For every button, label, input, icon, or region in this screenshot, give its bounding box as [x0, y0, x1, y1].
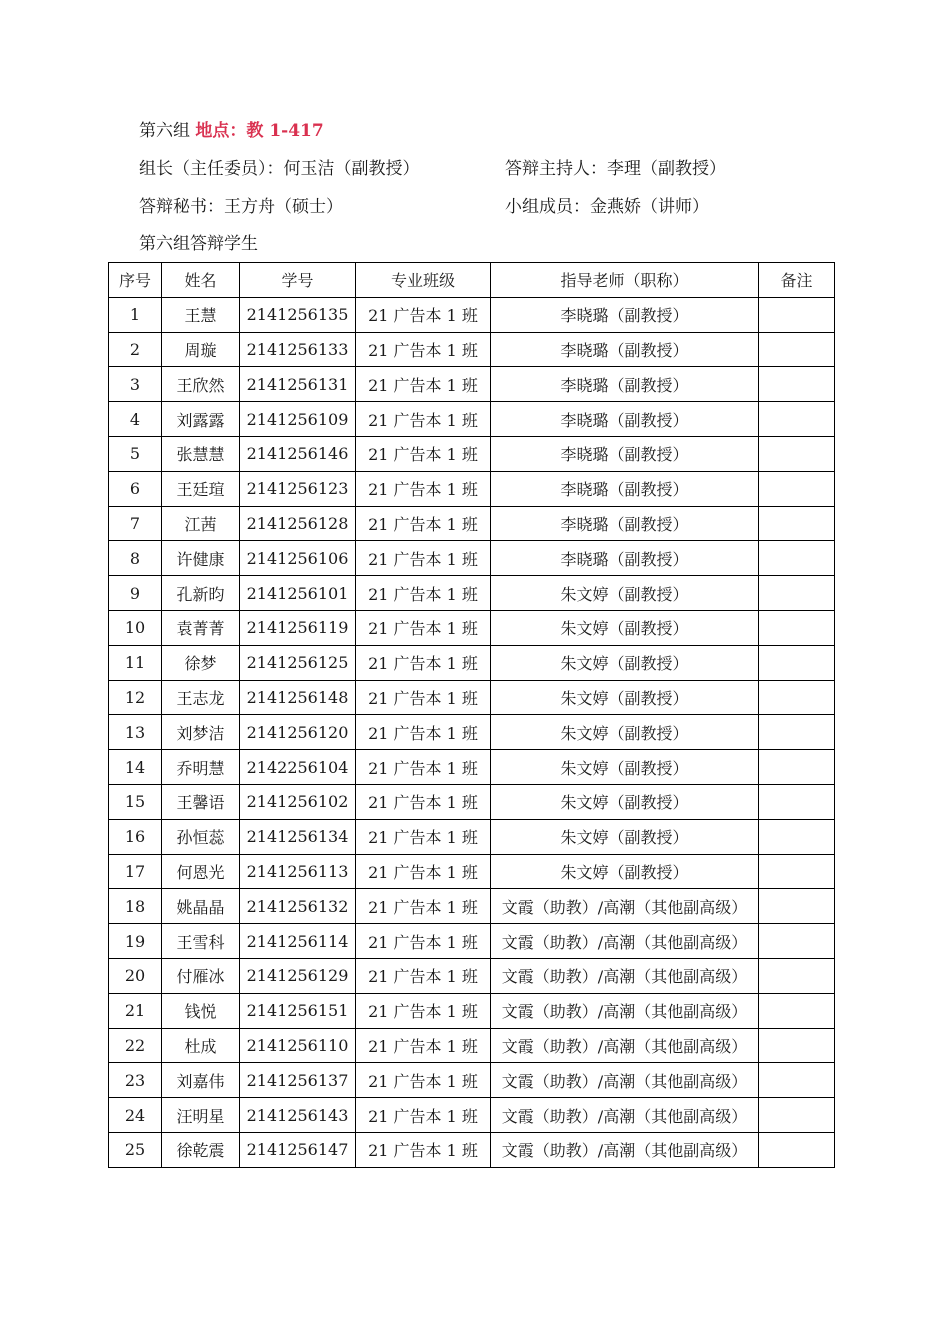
cell-advisor: 文霞（助教）/高潮（其他副高级）	[491, 1063, 759, 1098]
group-leader: 组长（主任委员）：何玉洁（副教授）	[139, 159, 420, 179]
cell-student-id: 2141256102	[240, 784, 356, 819]
cell-student-id: 2141256109	[240, 402, 356, 437]
table-row	[109, 402, 835, 437]
cell-remarks	[759, 506, 835, 541]
cell-advisor: 李晓璐（副教授）	[491, 471, 759, 506]
cell-remarks	[759, 819, 835, 854]
cell-index: 18	[109, 889, 162, 924]
cell-class: 21 广告本 1 班	[356, 297, 491, 332]
cell-class: 21 广告本 1 班	[356, 993, 491, 1028]
cell-name: 袁菁菁	[162, 610, 240, 645]
cell-student-id: 2141256113	[240, 854, 356, 889]
table-row	[109, 506, 835, 541]
cell-advisor: 文霞（助教）/高潮（其他副高级）	[491, 958, 759, 993]
cell-remarks	[759, 541, 835, 576]
cell-advisor: 李晓璐（副教授）	[491, 541, 759, 576]
cell-class: 21 广告本 1 班	[356, 680, 491, 715]
cell-class: 21 广告本 1 班	[356, 332, 491, 367]
table-row	[109, 436, 835, 471]
cell-index: 19	[109, 924, 162, 959]
cell-advisor: 朱文婷（副教授）	[491, 610, 759, 645]
cell-name: 许健康	[162, 541, 240, 576]
cell-name: 姚晶晶	[162, 889, 240, 924]
cell-remarks	[759, 576, 835, 611]
cell-name: 孔新昀	[162, 576, 240, 611]
cell-name: 汪明星	[162, 1098, 240, 1133]
students-title: 第六组答辩学生	[139, 234, 258, 254]
cell-remarks	[759, 471, 835, 506]
header-class: 专业班级	[356, 263, 491, 298]
cell-class: 21 广告本 1 班	[356, 1063, 491, 1098]
header-advisor: 指导老师（职称）	[491, 263, 759, 298]
cell-advisor: 朱文婷（副教授）	[491, 819, 759, 854]
table-row	[109, 367, 835, 402]
cell-student-id: 2141256125	[240, 645, 356, 680]
cell-student-id: 2141256148	[240, 680, 356, 715]
cell-index: 10	[109, 610, 162, 645]
table-row	[109, 332, 835, 367]
cell-student-id: 2141256120	[240, 715, 356, 750]
table-row	[109, 1063, 835, 1098]
cell-index: 24	[109, 1098, 162, 1133]
cell-class: 21 广告本 1 班	[356, 367, 491, 402]
header-index: 序号	[109, 263, 162, 298]
cell-index: 13	[109, 715, 162, 750]
cell-index: 14	[109, 750, 162, 785]
cell-advisor: 文霞（助教）/高潮（其他副高级）	[491, 924, 759, 959]
cell-name: 刘露露	[162, 402, 240, 437]
cell-remarks	[759, 367, 835, 402]
cell-index: 8	[109, 541, 162, 576]
cell-index: 22	[109, 1028, 162, 1063]
table-row	[109, 784, 835, 819]
cell-class: 21 广告本 1 班	[356, 610, 491, 645]
cell-advisor: 朱文婷（副教授）	[491, 680, 759, 715]
cell-name: 刘嘉伟	[162, 1063, 240, 1098]
cell-advisor: 朱文婷（副教授）	[491, 715, 759, 750]
cell-name: 徐乾震	[162, 1132, 240, 1167]
cell-index: 17	[109, 854, 162, 889]
table-row	[109, 750, 835, 785]
cell-remarks	[759, 750, 835, 785]
cell-remarks	[759, 1132, 835, 1167]
cell-class: 21 广告本 1 班	[356, 924, 491, 959]
cell-advisor: 李晓璐（副教授）	[491, 297, 759, 332]
cell-advisor: 朱文婷（副教授）	[491, 784, 759, 819]
cell-index: 5	[109, 436, 162, 471]
table-row	[109, 1098, 835, 1133]
group-location: 地点：教 1-417	[195, 121, 324, 141]
cell-name: 张慧慧	[162, 436, 240, 471]
cell-class: 21 广告本 1 班	[356, 958, 491, 993]
cell-student-id: 2141256129	[240, 958, 356, 993]
cell-name: 江茜	[162, 506, 240, 541]
cell-remarks	[759, 436, 835, 471]
cell-name: 乔明慧	[162, 750, 240, 785]
table-row	[109, 645, 835, 680]
cell-name: 孙恒蕊	[162, 819, 240, 854]
cell-advisor: 李晓璐（副教授）	[491, 402, 759, 437]
cell-class: 21 广告本 1 班	[356, 854, 491, 889]
cell-index: 2	[109, 332, 162, 367]
cell-index: 1	[109, 297, 162, 332]
cell-index: 7	[109, 506, 162, 541]
table-row	[109, 610, 835, 645]
table-row	[109, 541, 835, 576]
cell-advisor: 朱文婷（副教授）	[491, 576, 759, 611]
cell-advisor: 李晓璐（副教授）	[491, 367, 759, 402]
cell-advisor: 李晓璐（副教授）	[491, 436, 759, 471]
defense-host: 答辩主持人：李理（副教授）	[505, 159, 726, 179]
cell-advisor: 李晓璐（副教授）	[491, 332, 759, 367]
cell-remarks	[759, 332, 835, 367]
cell-index: 23	[109, 1063, 162, 1098]
cell-name: 王馨语	[162, 784, 240, 819]
cell-remarks	[759, 958, 835, 993]
cell-remarks	[759, 1028, 835, 1063]
cell-index: 12	[109, 680, 162, 715]
cell-index: 3	[109, 367, 162, 402]
cell-class: 21 广告本 1 班	[356, 471, 491, 506]
cell-class: 21 广告本 1 班	[356, 1098, 491, 1133]
cell-index: 25	[109, 1132, 162, 1167]
header-student-id: 学号	[240, 263, 356, 298]
cell-name: 钱悦	[162, 993, 240, 1028]
cell-name: 付雁冰	[162, 958, 240, 993]
table-row	[109, 471, 835, 506]
cell-index: 4	[109, 402, 162, 437]
cell-remarks	[759, 402, 835, 437]
cell-remarks	[759, 1063, 835, 1098]
cell-student-id: 2141256131	[240, 367, 356, 402]
cell-class: 21 广告本 1 班	[356, 715, 491, 750]
cell-name: 王雪科	[162, 924, 240, 959]
students-table	[108, 262, 835, 1168]
cell-student-id: 2141256143	[240, 1098, 356, 1133]
cell-student-id: 2141256123	[240, 471, 356, 506]
cell-name: 王欣然	[162, 367, 240, 402]
cell-student-id: 2142256104	[240, 750, 356, 785]
cell-name: 杜成	[162, 1028, 240, 1063]
cell-remarks	[759, 715, 835, 750]
cell-class: 21 广告本 1 班	[356, 819, 491, 854]
group-member: 小组成员：金燕娇（讲师）	[505, 197, 709, 217]
cell-student-id: 2141256132	[240, 889, 356, 924]
cell-class: 21 广告本 1 班	[356, 402, 491, 437]
table-row	[109, 819, 835, 854]
cell-remarks	[759, 784, 835, 819]
cell-class: 21 广告本 1 班	[356, 1028, 491, 1063]
cell-class: 21 广告本 1 班	[356, 436, 491, 471]
cell-student-id: 2141256110	[240, 1028, 356, 1063]
header-remarks: 备注	[759, 263, 835, 298]
cell-student-id: 2141256146	[240, 436, 356, 471]
cell-remarks	[759, 297, 835, 332]
cell-remarks	[759, 680, 835, 715]
cell-student-id: 2141256137	[240, 1063, 356, 1098]
table-row	[109, 680, 835, 715]
cell-advisor: 文霞（助教）/高潮（其他副高级）	[491, 1028, 759, 1063]
cell-remarks	[759, 889, 835, 924]
cell-student-id: 2141256147	[240, 1132, 356, 1167]
cell-name: 王慧	[162, 297, 240, 332]
table-row	[109, 854, 835, 889]
cell-index: 20	[109, 958, 162, 993]
cell-remarks	[759, 924, 835, 959]
group-heading	[139, 119, 324, 143]
cell-student-id: 2141256119	[240, 610, 356, 645]
table-row	[109, 297, 835, 332]
cell-class: 21 广告本 1 班	[356, 576, 491, 611]
cell-remarks	[759, 1098, 835, 1133]
cell-index: 6	[109, 471, 162, 506]
cell-advisor: 朱文婷（副教授）	[491, 750, 759, 785]
cell-index: 15	[109, 784, 162, 819]
cell-class: 21 广告本 1 班	[356, 750, 491, 785]
cell-student-id: 2141256134	[240, 819, 356, 854]
cell-advisor: 朱文婷（副教授）	[491, 854, 759, 889]
cell-remarks	[759, 645, 835, 680]
cell-name: 王志龙	[162, 680, 240, 715]
cell-name: 刘梦洁	[162, 715, 240, 750]
defense-secretary: 答辩秘书：王方舟（硕士）	[139, 197, 343, 217]
cell-student-id: 2141256151	[240, 993, 356, 1028]
cell-class: 21 广告本 1 班	[356, 541, 491, 576]
cell-student-id: 2141256128	[240, 506, 356, 541]
table-header-row	[109, 263, 835, 298]
cell-class: 21 广告本 1 班	[356, 1132, 491, 1167]
table-row	[109, 1028, 835, 1063]
cell-remarks	[759, 610, 835, 645]
cell-class: 21 广告本 1 班	[356, 889, 491, 924]
cell-student-id: 2141256106	[240, 541, 356, 576]
cell-student-id: 2141256101	[240, 576, 356, 611]
cell-advisor: 文霞（助教）/高潮（其他副高级）	[491, 1098, 759, 1133]
table-row	[109, 889, 835, 924]
cell-student-id: 2141256114	[240, 924, 356, 959]
group-name: 第六组	[139, 121, 190, 141]
table-row	[109, 958, 835, 993]
cell-name: 徐梦	[162, 645, 240, 680]
cell-index: 16	[109, 819, 162, 854]
cell-name: 周璇	[162, 332, 240, 367]
cell-student-id: 2141256135	[240, 297, 356, 332]
cell-class: 21 广告本 1 班	[356, 645, 491, 680]
cell-advisor: 文霞（助教）/高潮（其他副高级）	[491, 993, 759, 1028]
cell-class: 21 广告本 1 班	[356, 506, 491, 541]
cell-name: 何恩光	[162, 854, 240, 889]
header-name: 姓名	[162, 263, 240, 298]
cell-advisor: 文霞（助教）/高潮（其他副高级）	[491, 889, 759, 924]
cell-name: 王廷瑄	[162, 471, 240, 506]
cell-index: 21	[109, 993, 162, 1028]
cell-advisor: 李晓璐（副教授）	[491, 506, 759, 541]
table-row	[109, 1132, 835, 1167]
cell-index: 11	[109, 645, 162, 680]
table-row	[109, 715, 835, 750]
table-row	[109, 993, 835, 1028]
cell-remarks	[759, 993, 835, 1028]
cell-advisor: 朱文婷（副教授）	[491, 645, 759, 680]
cell-advisor: 文霞（助教）/高潮（其他副高级）	[491, 1132, 759, 1167]
cell-index: 9	[109, 576, 162, 611]
table-row	[109, 576, 835, 611]
cell-class: 21 广告本 1 班	[356, 784, 491, 819]
table-row	[109, 924, 835, 959]
cell-student-id: 2141256133	[240, 332, 356, 367]
cell-remarks	[759, 854, 835, 889]
